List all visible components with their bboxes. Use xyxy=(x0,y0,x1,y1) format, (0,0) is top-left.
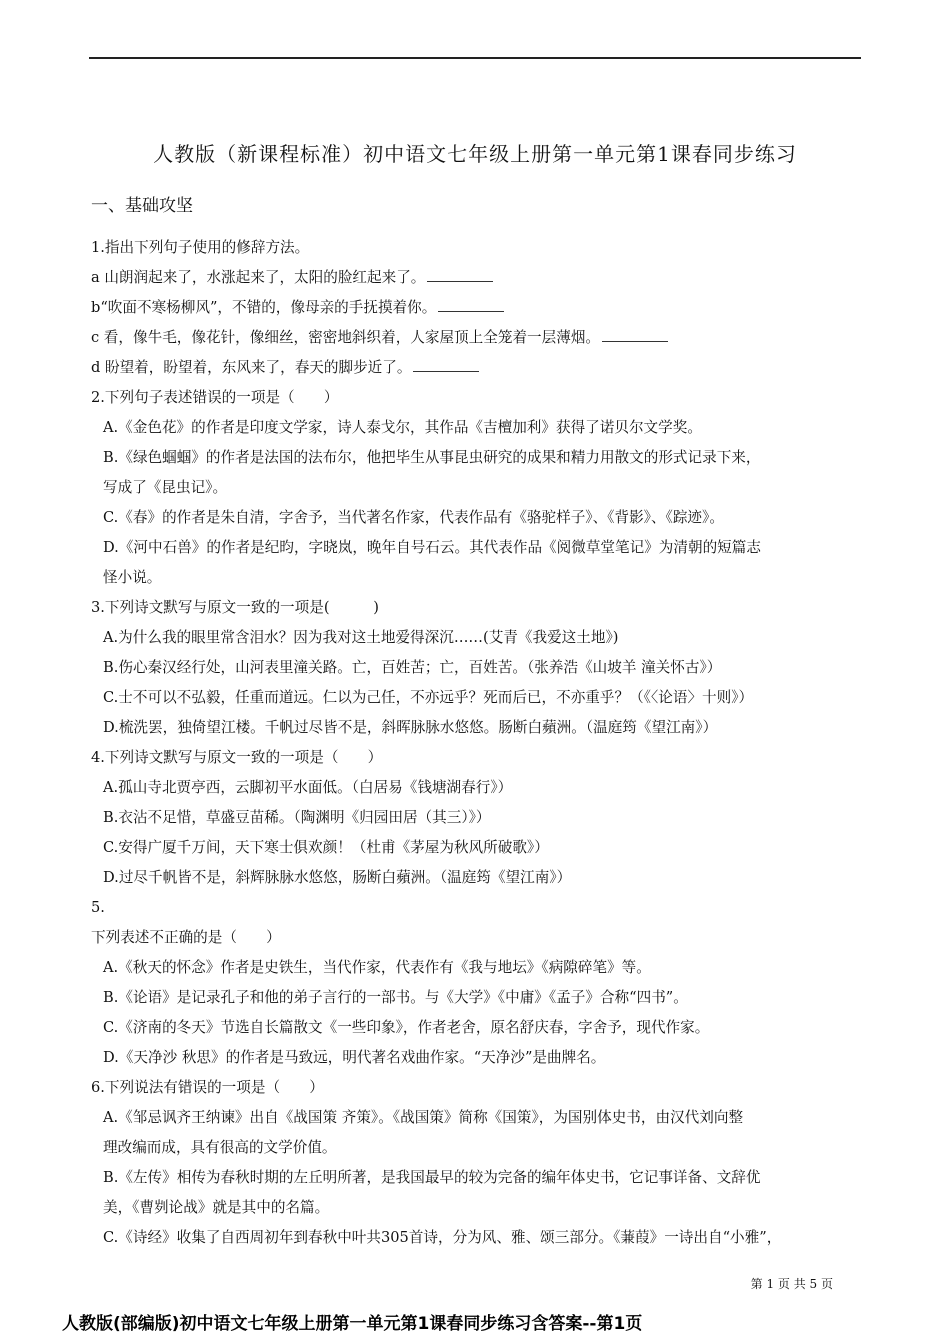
line-text: 写成了《昆虫记》。 xyxy=(103,479,228,496)
question-line xyxy=(91,293,866,323)
answer-option xyxy=(91,803,866,833)
answer-option xyxy=(91,623,866,653)
line-text: 下列表述不正确的是（ ） xyxy=(91,929,281,946)
answer-option xyxy=(91,983,866,1013)
line-text: 4.下列诗文默写与原文一致的一项是（ ） xyxy=(91,749,383,766)
question-line xyxy=(91,1073,866,1103)
answer-option-continuation xyxy=(91,473,866,503)
answer-option-continuation xyxy=(91,563,866,593)
answer-option xyxy=(91,773,866,803)
answer-blank[interactable] xyxy=(413,354,479,372)
answer-option xyxy=(91,833,866,863)
question-line xyxy=(91,893,866,923)
answer-option xyxy=(91,1013,866,1043)
answer-option xyxy=(91,953,866,983)
line-text: 怪小说。 xyxy=(103,569,162,586)
document-title: 人教版（新课程标准）初中语文七年级上册第一单元第1课春同步练习 xyxy=(153,142,797,166)
line-text: A.《金色花》的作者是印度文学家，诗人泰戈尔，其作品《吉檀加利》获得了诺贝尔文学奖。 xyxy=(103,419,702,436)
question-line xyxy=(91,923,866,953)
question-line xyxy=(91,233,866,263)
line-text: B.伤心秦汉经行处，山河表里潼关路。亡，百姓苦；亡，百姓苦。（张养浩《山坡羊 潼关怀古》） xyxy=(103,659,722,676)
answer-option xyxy=(91,1223,866,1253)
line-text: 1.指出下列句子使用的修辞方法。 xyxy=(91,239,310,256)
line-text: B.《论语》是记录孔子和他的弟子言行的一部书。与《大学》《中庸》《孟子》合称“四书”。 xyxy=(103,989,688,1006)
line-text: D.过尽千帆皆不是，斜辉脉脉水悠悠，肠断白蘋洲。（温庭筠《望江南》） xyxy=(103,869,572,886)
line-text: B.《左传》相传为春秋时期的左丘明所著，是我国最早的较为完备的编年体史书，它记事详备、文辞优 xyxy=(103,1169,761,1186)
line-text: C.《诗经》收集了自西周初年到春秋中叶共305首诗，分为风、雅、颂三部分。《蒹葭》一诗出自“小雅”， xyxy=(103,1229,782,1246)
answer-option xyxy=(91,1163,866,1193)
line-text: B.《绿色蝈蝈》的作者是法国的法布尔，他把毕生从事昆虫研究的成果和精力用散文的形式记录下来， xyxy=(103,449,761,466)
line-text: 理改编而成，具有很高的文学价值。 xyxy=(103,1139,337,1156)
line-text: A.孤山寺北贾亭西，云脚初平水面低。（白居易《钱塘湖春行》） xyxy=(103,779,513,796)
answer-blank[interactable] xyxy=(438,294,504,312)
section-heading: 一、基础攻坚 xyxy=(91,196,193,216)
answer-option-continuation xyxy=(91,1133,866,1163)
line-text: 美，《曹刿论战》就是其中的名篇。 xyxy=(103,1199,330,1216)
line-text: 2.下列句子表述错误的一项是（ ） xyxy=(91,389,339,406)
line-text: 3.下列诗文默写与原文一致的一项是( ) xyxy=(91,599,380,616)
line-text: b“吹面不寒杨柳风”，不错的，像母亲的手抚摸着你。 xyxy=(91,299,437,316)
line-text: D.梳洗罢，独倚望江楼。千帆过尽皆不是，斜晖脉脉水悠悠。肠断白蘋洲。（温庭筠《望江南》） xyxy=(103,719,718,736)
line-text: 6.下列说法有错误的一项是（ ） xyxy=(91,1079,324,1096)
line-text: c 看，像牛毛，像花针，像细丝，密密地斜织着，人家屋顶上全笼着一层薄烟。 xyxy=(91,329,601,346)
line-text: 5. xyxy=(91,899,105,916)
answer-option xyxy=(91,533,866,563)
line-text: A.《邹忌讽齐王纳谏》出自《战国策 齐策》。《战国策》简称《国策》，为国别体史书，由汉代刘向整 xyxy=(103,1109,744,1126)
line-text: B.衣沾不足惜，草盛豆苗稀。（陶渊明《归园田居（其三）》） xyxy=(103,809,491,826)
line-text: d 盼望着，盼望着，东风来了，春天的脚步近了。 xyxy=(91,359,412,376)
answer-option xyxy=(91,443,866,473)
line-text: A.《秋天的怀念》作者是史铁生，当代作家，代表作有《我与地坛》《病隙碎笔》等。 xyxy=(103,959,651,976)
header-rule xyxy=(89,57,861,59)
answer-blank[interactable] xyxy=(427,264,493,282)
line-text: C.安得广厦千万间，天下寒士俱欢颜！（杜甫《茅屋为秋风所破歌》） xyxy=(103,839,549,856)
answer-option-continuation xyxy=(91,1193,866,1223)
answer-option xyxy=(91,503,866,533)
question-line xyxy=(91,323,866,353)
question-line xyxy=(91,743,866,773)
question-content xyxy=(91,233,866,1253)
line-text: D.《天净沙 秋思》的作者是马致远，明代著名戏曲作家。“天净沙”是曲牌名。 xyxy=(103,1049,606,1066)
answer-option xyxy=(91,1043,866,1073)
line-text: C.《济南的冬天》节选自长篇散文《一些印象》，作者老舍，原名舒庆春，字舍予，现代作家。 xyxy=(103,1019,710,1036)
question-line xyxy=(91,593,866,623)
page-number: 第 1 页 共 5 页 xyxy=(750,1277,833,1291)
document-caption: 人教版(部编版)初中语文七年级上册第一单元第1课春同步练习含答案--第1页 xyxy=(62,1314,643,1334)
line-text: C.士不可以不弘毅，任重而道远。仁以为己任，不亦远乎？死而后已，不亦重乎？（《〈论语〉十则》） xyxy=(103,689,754,706)
answer-option xyxy=(91,683,866,713)
answer-option xyxy=(91,863,866,893)
answer-option xyxy=(91,653,866,683)
line-text: D.《河中石兽》的作者是纪昀，字晓岚，晚年自号石云。其代表作品《阅微草堂笔记》为清朝的短篇志 xyxy=(103,539,761,556)
answer-blank[interactable] xyxy=(602,324,668,342)
line-text: a 山朗润起来了，水涨起来了，太阳的脸红起来了。 xyxy=(91,269,426,286)
answer-option xyxy=(91,713,866,743)
line-text: A.为什么我的眼里常含泪水？因为我对这土地爱得深沉……(艾青《我爱这土地》) xyxy=(103,629,619,646)
answer-option xyxy=(91,413,866,443)
question-line xyxy=(91,353,866,383)
question-line xyxy=(91,383,866,413)
question-line xyxy=(91,263,866,293)
answer-option xyxy=(91,1103,866,1133)
line-text: C.《春》的作者是朱自清，字舍予，当代著名作家，代表作品有《骆驼样子》、《背影》、《踪迹》。 xyxy=(103,509,724,526)
